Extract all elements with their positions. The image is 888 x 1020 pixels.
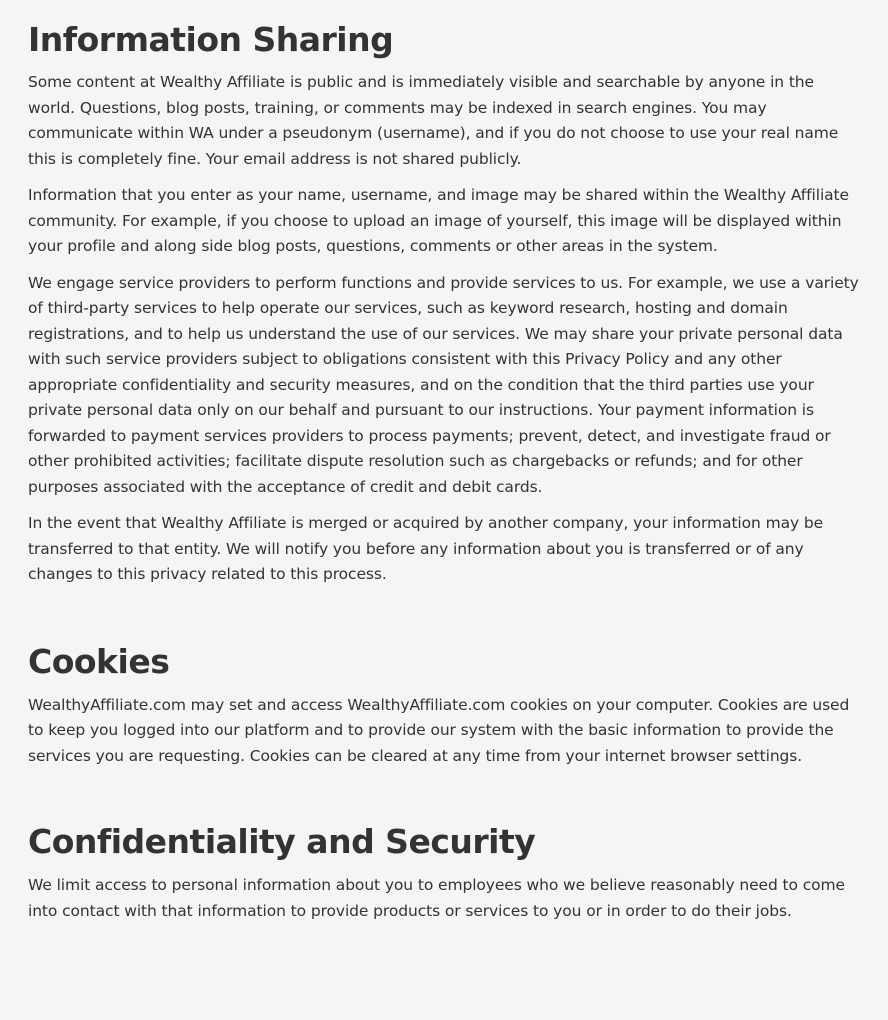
paragraph: In the event that Wealthy Affiliate is merged or acquired by another company, your information may be transferred to that entity. We will notify you before any information about you is transferred or of any changes to this privacy related to this process.: [28, 514, 824, 583]
paragraph: Information that you enter as your name, username, and image may be shared within the Wealthy Affiliate community. For example, if you choose to upload an image of yourself, this image will be displayed within your profile and along side blog posts, questions, comments or other areas in the system.: [28, 186, 849, 255]
section-cookies: [28, 642, 860, 770]
paragraph: WealthyAffiliate.com may set and access WealthyAffiliate.com cookies on your computer. Cookies are used to keep you logged into our platform and to provide our system with the basic information to provide the services you are requesting. Cookies can be cleared at any time from your internet browser settings.: [28, 695, 850, 765]
section-heading: Information Sharing: [28, 20, 394, 59]
section-heading: Confidentiality and Security: [28, 822, 536, 861]
privacy-policy-page: [0, 20, 888, 924]
paragraph: Some content at Wealthy Affiliate is public and is immediately visible and searchable by anyone in the world. Questions, blog posts, training, or comments may be indexed in search engines. You may communicate within WA under a pseudonym (username), and if you do not choose to use your real name this is completely fine. Your email address is not shared publicly.: [28, 73, 839, 168]
section-confidentiality-security: [28, 822, 860, 924]
section-information-sharing: [28, 20, 860, 588]
paragraph: We limit access to personal information about you to employees who we believe reasonably need to come into contact with that information to provide products or services to you or in order to do their jobs.: [28, 876, 845, 920]
paragraph: We engage service providers to perform functions and provide services to us. For example, we use a variety of third-party services to help operate our services, such as keyword research, hosting and domain registrations, and to help us understand the use of our services. We may share your private personal data with such service providers subject to obligations consistent with this Privacy Policy and any other appropriate confidentiality and security measures, and on the condition that the third parties use your private personal data only on our behalf and pursuant to our instructions. Your payment information is forwarded to payment services providers to process payments; prevent, detect, and investigate fraud or other prohibited activities; facilitate dispute resolution such as chargebacks or refunds; and for other purposes associated with the acceptance of credit and debit cards.: [28, 273, 859, 496]
section-heading: Cookies: [28, 641, 170, 681]
